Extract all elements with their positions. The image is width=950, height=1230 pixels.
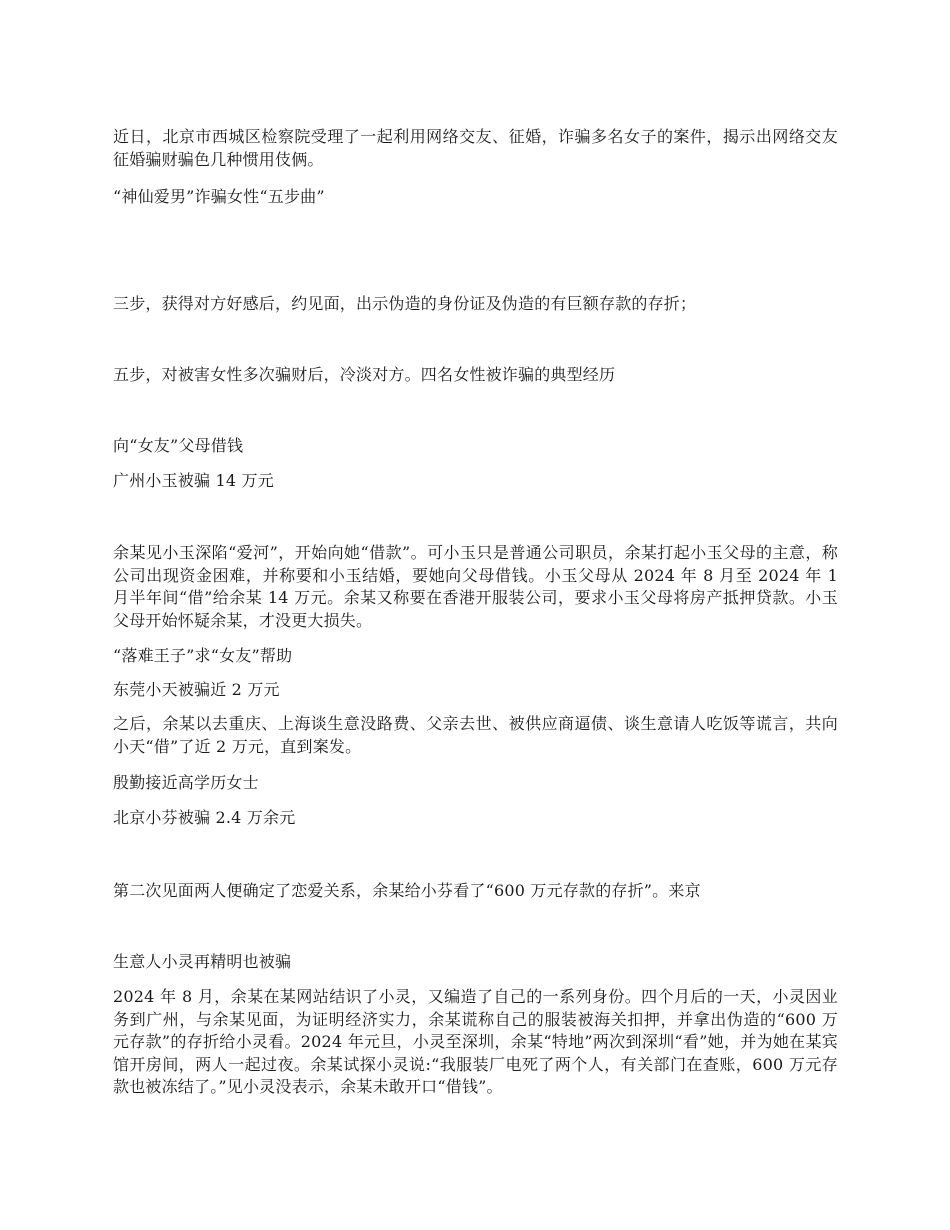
case-subheading-guangzhou: 广州小玉被骗 14 万元 (113, 471, 274, 490)
case-heading-borrow-from-parents: 向“女友”父母借钱 (113, 436, 244, 455)
step-five-paragraph: 五步，对被害女性多次骗财后，冷淡对方。四名女性被诈骗的典型经历 (113, 365, 616, 384)
section-heading-five-steps: “神仙爱男”诈骗女性“五步曲” (113, 187, 325, 206)
case-subheading-beijing: 北京小芬被骗 2.4 万余元 (113, 808, 296, 827)
case-paragraph-guangzhou: 余某见小玉深陷“爱河”，开始向她“借款”。可小玉只是普通公司职员，余某打起小玉父母的主意，称公司出现资金困难，并称要和小玉结婚，要她向父母借钱。小玉父母从 2024 年 8 月至 2024 年 1 月半年间“借”给余某 14 万元。余某又称要在香港开服装公司，要求小玉父母将房产抵押贷款。小玉父母开始怀疑余某，才没更大损失。 (113, 543, 838, 630)
case-paragraph-beijing: 第二次见面两人便确定了恋爱关系，余某给小芬看了“600 万元存款的存折”。来京 (113, 881, 701, 900)
case-paragraph-dongguan: 之后，余某以去重庆、上海谈生意没路费、父亲去世、被供应商逼债、谈生意请人吃饭等谎言，共向小天“借”了近 2 万元，直到案发。 (113, 714, 838, 756)
case-subheading-dongguan: 东莞小天被骗近 2 万元 (113, 680, 280, 699)
case-paragraph-businesswoman: 2024 年 8 月，余某在某网站结识了小灵，又编造了自己的一系列身份。四个月后的一天，小灵因业务到广州，与余某见面，为证明经济实力，余某谎称自己的服装被海关扣押，并拿出伪造的“600 万元存款”的存折给小灵看。2024 年元旦，小灵至深圳，余某“特地”两次到深圳“看”她，并为她在某宾馆开房间，两人一起过夜。余某试探小灵说:“我服装厂电死了两个人，有关部门在查账，600 万元存款也被冻结了。”见小灵没表示，余某未敢开口“借钱”。 (113, 987, 838, 1096)
case-heading-fallen-prince: “落难王子”求“女友”帮助 (113, 646, 293, 665)
case-heading-educated-women: 殷勤接近高学历女士 (113, 773, 259, 792)
case-heading-businesswoman: 生意人小灵再精明也被骗 (113, 952, 292, 971)
intro-paragraph: 近日，北京市西城区检察院受理了一起利用网络交友、征婚，诈骗多名女子的案件，揭示出网络交友征婚骗财骗色几种惯用伎俩。 (113, 127, 838, 169)
step-three-paragraph: 三步，获得对方好感后，约见面，出示伪造的身份证及伪造的有巨额存款的存折； (113, 294, 697, 313)
